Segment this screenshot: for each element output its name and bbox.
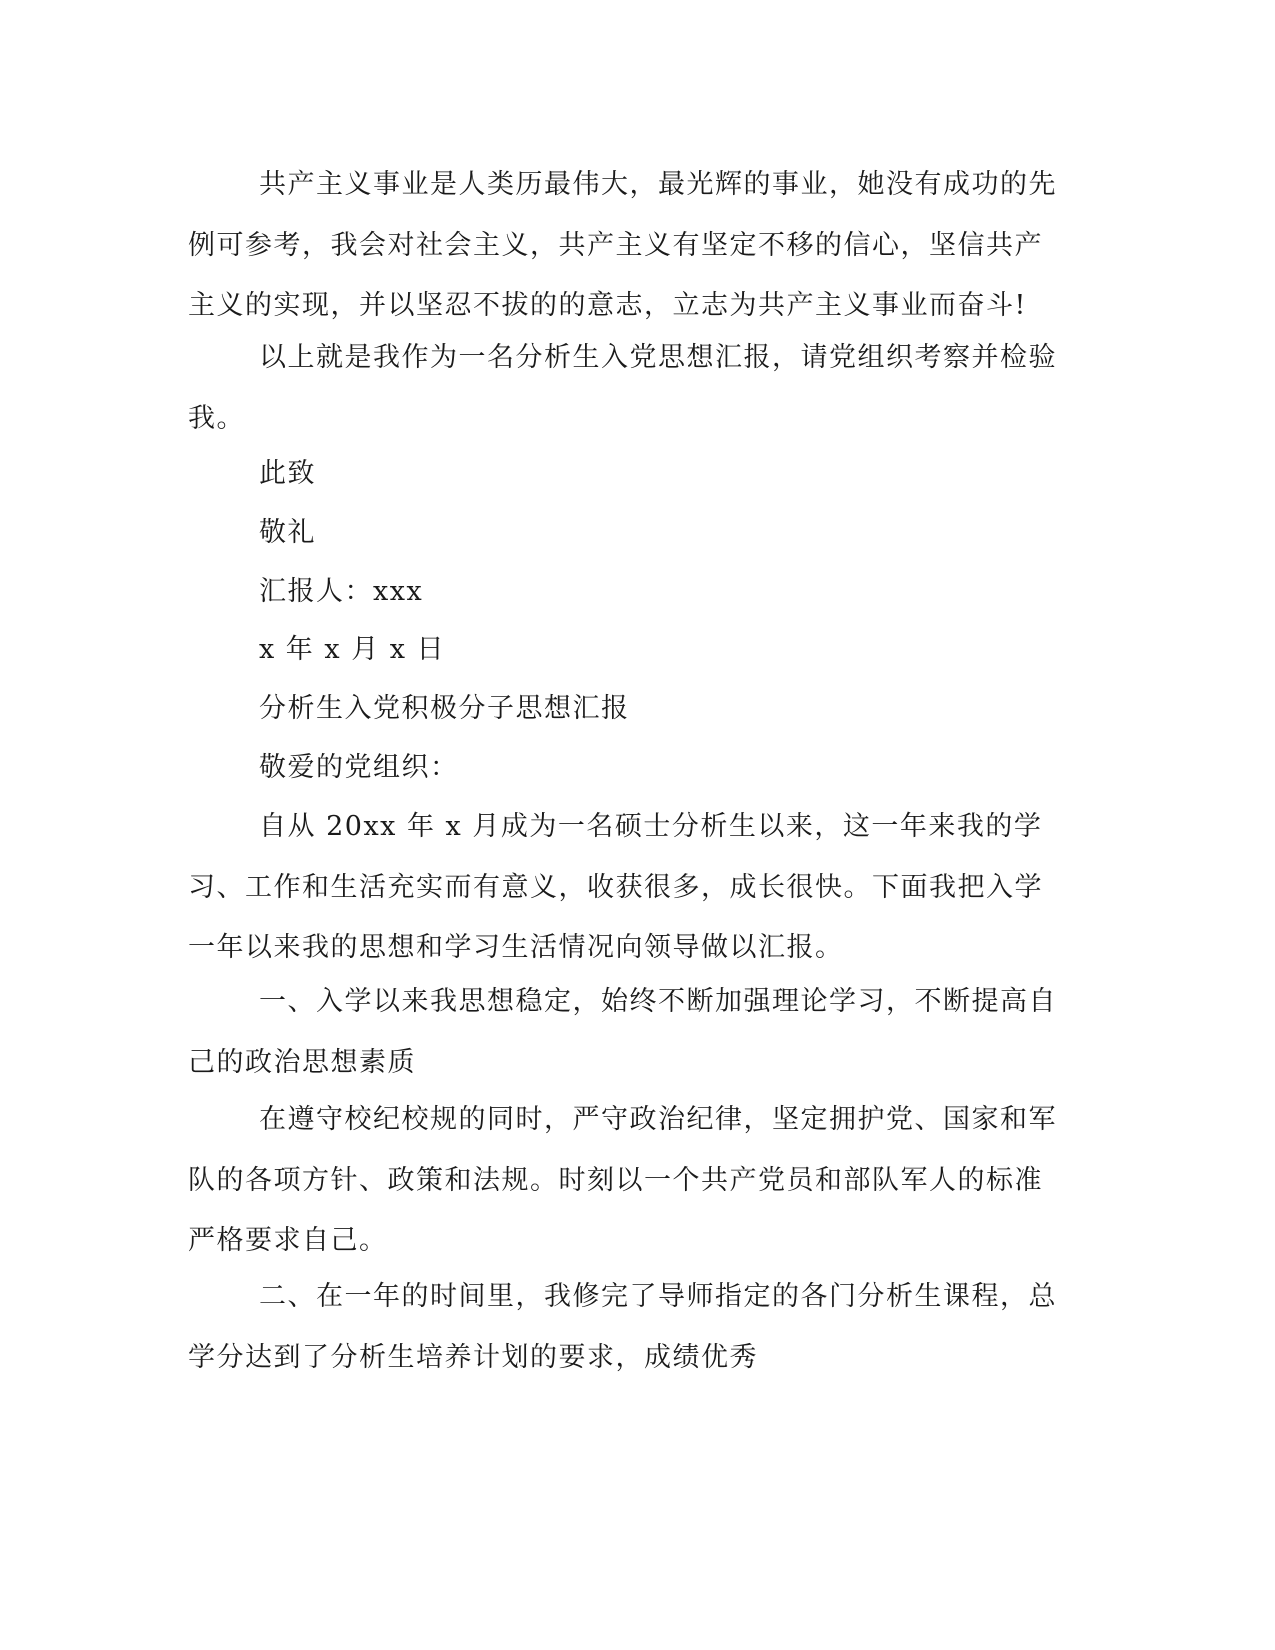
closing-salutation: 此致 xyxy=(259,458,316,489)
report-date: x 年 x 月 x 日 xyxy=(259,634,446,665)
report-title: 分析生入党积极分子思想汇报 xyxy=(259,693,630,724)
paragraph-discipline: 在遵守校纪校规的同时，严守政治纪律，坚定拥护党、国家和军队的各项方针、政策和法规。时刻以一个共产党员和部队军人的标准严格要求自己。 xyxy=(188,1104,1057,1256)
greeting: 敬爱的党组织： xyxy=(259,752,459,783)
paragraph-intro: 自从 20xx 年 x 月成为一名硕士分析生以来，这一年来我的学习、工作和生活充实而有意义，收获很多，成长很快。下面我把入学一年以来我的思想和学习生活情况向领导做以汇报。 xyxy=(188,811,1043,963)
paragraph-conclusion: 以上就是我作为一名分析生入党思想汇报，请党组织考察并检验我。 xyxy=(188,342,1057,434)
paragraph-communism-cause: 共产主义事业是人类历最伟大，最光辉的事业，她没有成功的先例可参考，我会对社会主义，共产主义有坚定不移的信心，坚信共产主义的实现，并以坚忍不拔的的意志，立志为共产主义事业而奋斗! xyxy=(188,169,1057,321)
section-heading-two: 二、在一年的时间里，我修完了导师指定的各门分析生课程，总学分达到了分析生培养计划的要求，成绩优秀 xyxy=(188,1281,1057,1373)
section-heading-one: 一、入学以来我思想稳定，始终不断加强理论学习，不断提高自己的政治思想素质 xyxy=(188,986,1057,1078)
closing-regards: 敬礼 xyxy=(259,517,316,548)
reporter-signature: 汇报人：xxx xyxy=(259,576,424,607)
